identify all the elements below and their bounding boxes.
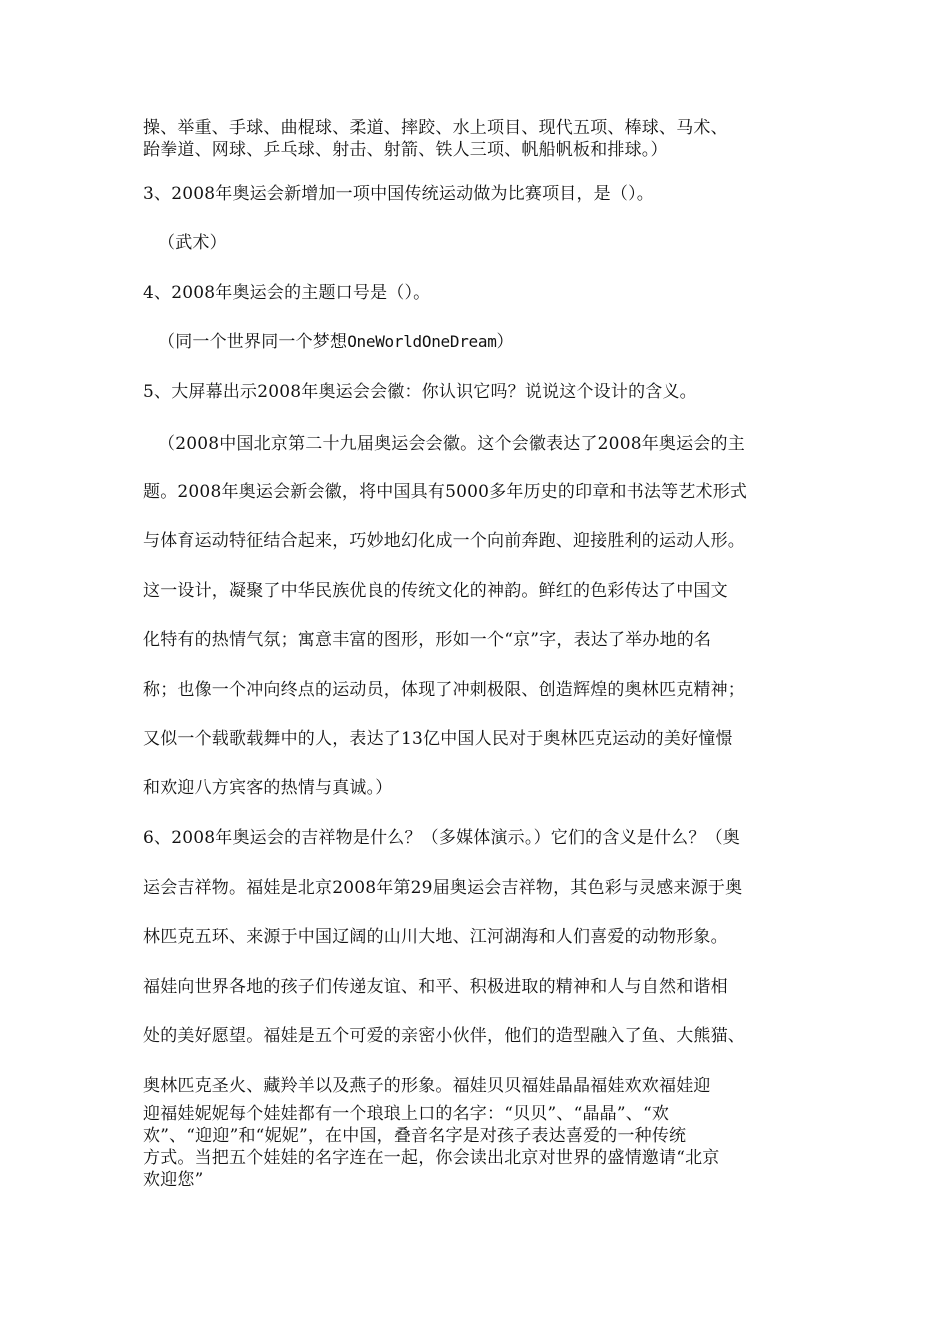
answer-4-close: ） <box>496 332 514 352</box>
answer-6-line: 林匹克五环、来源于中国辽阔的山川大地、江河湖海和人们喜爱的动物形象。 <box>143 927 728 947</box>
answer-6-line: 欢”、“迎迎”和“妮妮”，在中国，叠音名字是对孩子表达喜爱的一种传统 <box>143 1126 687 1146</box>
answer-4 <box>158 331 514 353</box>
answer-5-line: 和欢迎八方宾客的热情与真诚。） <box>143 778 393 798</box>
question-3: 3、2008年奥运会新增加一项中国传统运动做为比赛项目，是（）。 <box>143 184 654 204</box>
answer-5-line: 称；也像一个冲向终点的运动员，体现了冲刺极限、创造辉煌的奥林匹克精神； <box>143 680 745 700</box>
question-5: 5、大屏幕出示2008年奥运会会徽：你认识它吗？说说这个设计的含义。 <box>143 382 697 402</box>
answer-6-line: 奥林匹克圣火、藏羚羊以及燕子的形象。福娃贝贝福娃晶晶福娃欢欢福娃迎 <box>143 1076 711 1096</box>
answer-4-english: OneWorldOneDream <box>347 332 497 351</box>
answer-5-line: 与体育运动特征结合起来，巧妙地幻化成一个向前奔跑、迎接胜利的运动人形。 <box>143 531 745 551</box>
answer-6-line: 处的美好愿望。福娃是五个可爱的亲密小伙伴，他们的造型融入了鱼、大熊猫、 <box>143 1026 745 1046</box>
answer-6-line: 方式。当把五个娃娃的名字连在一起，你会读出北京对世界的盛情邀请“北京 <box>143 1148 720 1168</box>
answer-5-line: 又似一个载歌载舞中的人，表达了13亿中国人民对于奥林匹克运动的美好憧憬 <box>143 729 733 749</box>
answer-5-line: 化特有的热情气氛；寓意丰富的图形，形如一个“京”字，表达了举办地的名 <box>143 630 712 650</box>
question-6: 6、2008年奥运会的吉祥物是什么？（多媒体演示。）它们的含义是什么？（奥 <box>143 828 740 848</box>
answer-6-line: 运会吉祥物。福娃是北京2008年第29届奥运会吉祥物，其色彩与灵感来源于奥 <box>143 878 743 898</box>
answer-6-line: 福娃向世界各地的孩子们传递友谊、和平、积极进取的精神和人与自然和谐相 <box>143 977 728 997</box>
answer-6-line: 欢迎您” <box>143 1170 204 1190</box>
question-4: 4、2008年奥运会的主题口号是（）。 <box>143 283 431 303</box>
text-line: 跆拳道、网球、乒乓球、射击、射箭、铁人三项、帆船帆板和排球。） <box>143 140 668 160</box>
answer-3: （武术） <box>158 233 227 253</box>
answer-5-line: 题。2008年奥运会新会徽，将中国具有5000多年历史的印章和书法等艺术形式 <box>143 482 748 502</box>
text-line: 操、举重、手球、曲棍球、柔道、摔跤、水上项目、现代五项、棒球、马术、 <box>143 118 728 138</box>
answer-6-line: 迎福娃妮妮每个娃娃都有一个琅琅上口的名字：“贝贝”、“晶晶”、“欢 <box>143 1104 670 1124</box>
answer-4-chinese: （同一个世界同一个梦想 <box>158 332 348 352</box>
answer-5-line: （2008中国北京第二十九届奥运会会徽。这个会徽表达了2008年奥运会的主 <box>158 434 745 454</box>
answer-5-line: 这一设计，凝聚了中华民族优良的传统文化的神韵。鲜红的色彩传达了中国文 <box>143 581 728 601</box>
